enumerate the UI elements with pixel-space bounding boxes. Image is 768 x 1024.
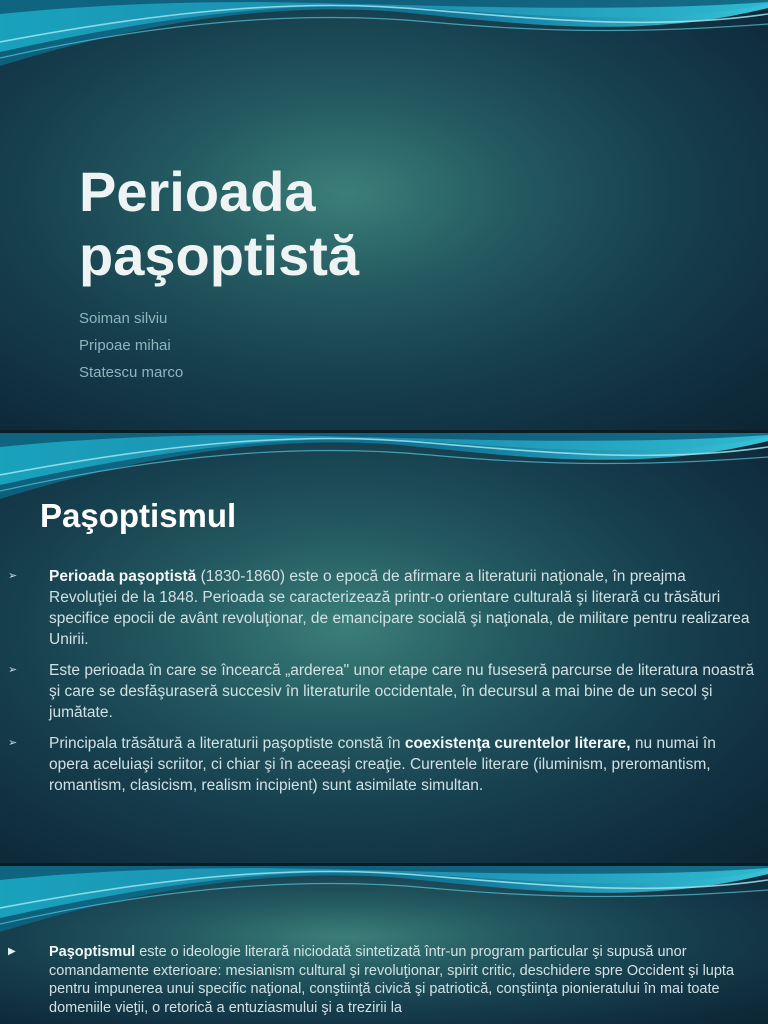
slide-title [0, 0, 768, 430]
author-name: Pripoae mihai [79, 337, 171, 354]
wave-decoration [0, 0, 768, 70]
bullet-list [0, 943, 768, 1024]
bullet-item [0, 566, 768, 650]
wave-decoration [0, 433, 768, 503]
wave-decoration [0, 866, 768, 936]
slide-heading: Paşoptismul [40, 497, 237, 534]
arrow-bullet-icon: ➢ [8, 737, 18, 749]
author-name: Statescu marco [79, 364, 184, 381]
bullet-item [0, 660, 768, 723]
slide-pasoptismul [0, 433, 768, 863]
presentation-title [79, 160, 359, 288]
bullet-text: nu numai în opera aceluiaşi scriitor, ci chiar şi în aceeaşi creaţie. Curentele literare (iluminism, preromantism, romantism, clasicism, realism incipient) sunt asimilate simultan. [49, 735, 716, 794]
bullet-text: Principala trăsătură a literaturii paşoptiste constă în [49, 735, 405, 752]
bullet-item [0, 943, 768, 1017]
bullet-text: (1830-1860) este o epocă de afirmare a literaturii naţionale, în preajma Revoluţiei de la 1848. Perioada se caracterizează printr-o orientare culturală şi literară cu trăsături specifice epocii de avânt revoluţionar, de emancipare socială şi naţionala, de militare pentru realizarea Unirii. [49, 568, 750, 648]
author-list [79, 305, 183, 386]
triangle-bullet-icon: ▶ [8, 946, 16, 957]
slide-ideology [0, 866, 768, 1024]
bold-term: Perioada paşoptistă [49, 568, 197, 585]
bullet-text: Este perioada în care se încearcă „arderea" unor etape care nu fuseseră parcurse de literatura noastră şi care se desfăşuraseră succesiv în literaturile occidentale, în decursul a mai bine de un secol şi jumătate. [49, 662, 755, 721]
bullet-text: este o ideologie literară niciodată sintetizată într-un program particular şi supusă unor comandamente exterioare: mesianism cultural şi revoluţionar, spirit critic, deschidere spre Occident şi lupta pentru impunerea unui specific naţional, conştiinţă civică şi patriotică, conştiinţa pionieratului în mai toate domeniile vieţii, o retorică a entuziasmului şi a trezirii la [49, 944, 735, 1016]
bullet-item [0, 733, 768, 796]
bold-term: Paşoptismul [49, 944, 136, 960]
arrow-bullet-icon: ➢ [8, 664, 18, 676]
title-line-1: Perioada [79, 160, 316, 223]
title-line-2: paşoptistă [79, 224, 360, 287]
arrow-bullet-icon: ➢ [8, 570, 18, 582]
bold-term: coexistenţa curentelor literare, [404, 735, 631, 752]
bullet-list [0, 566, 768, 806]
author-name: Soiman silviu [79, 310, 168, 327]
